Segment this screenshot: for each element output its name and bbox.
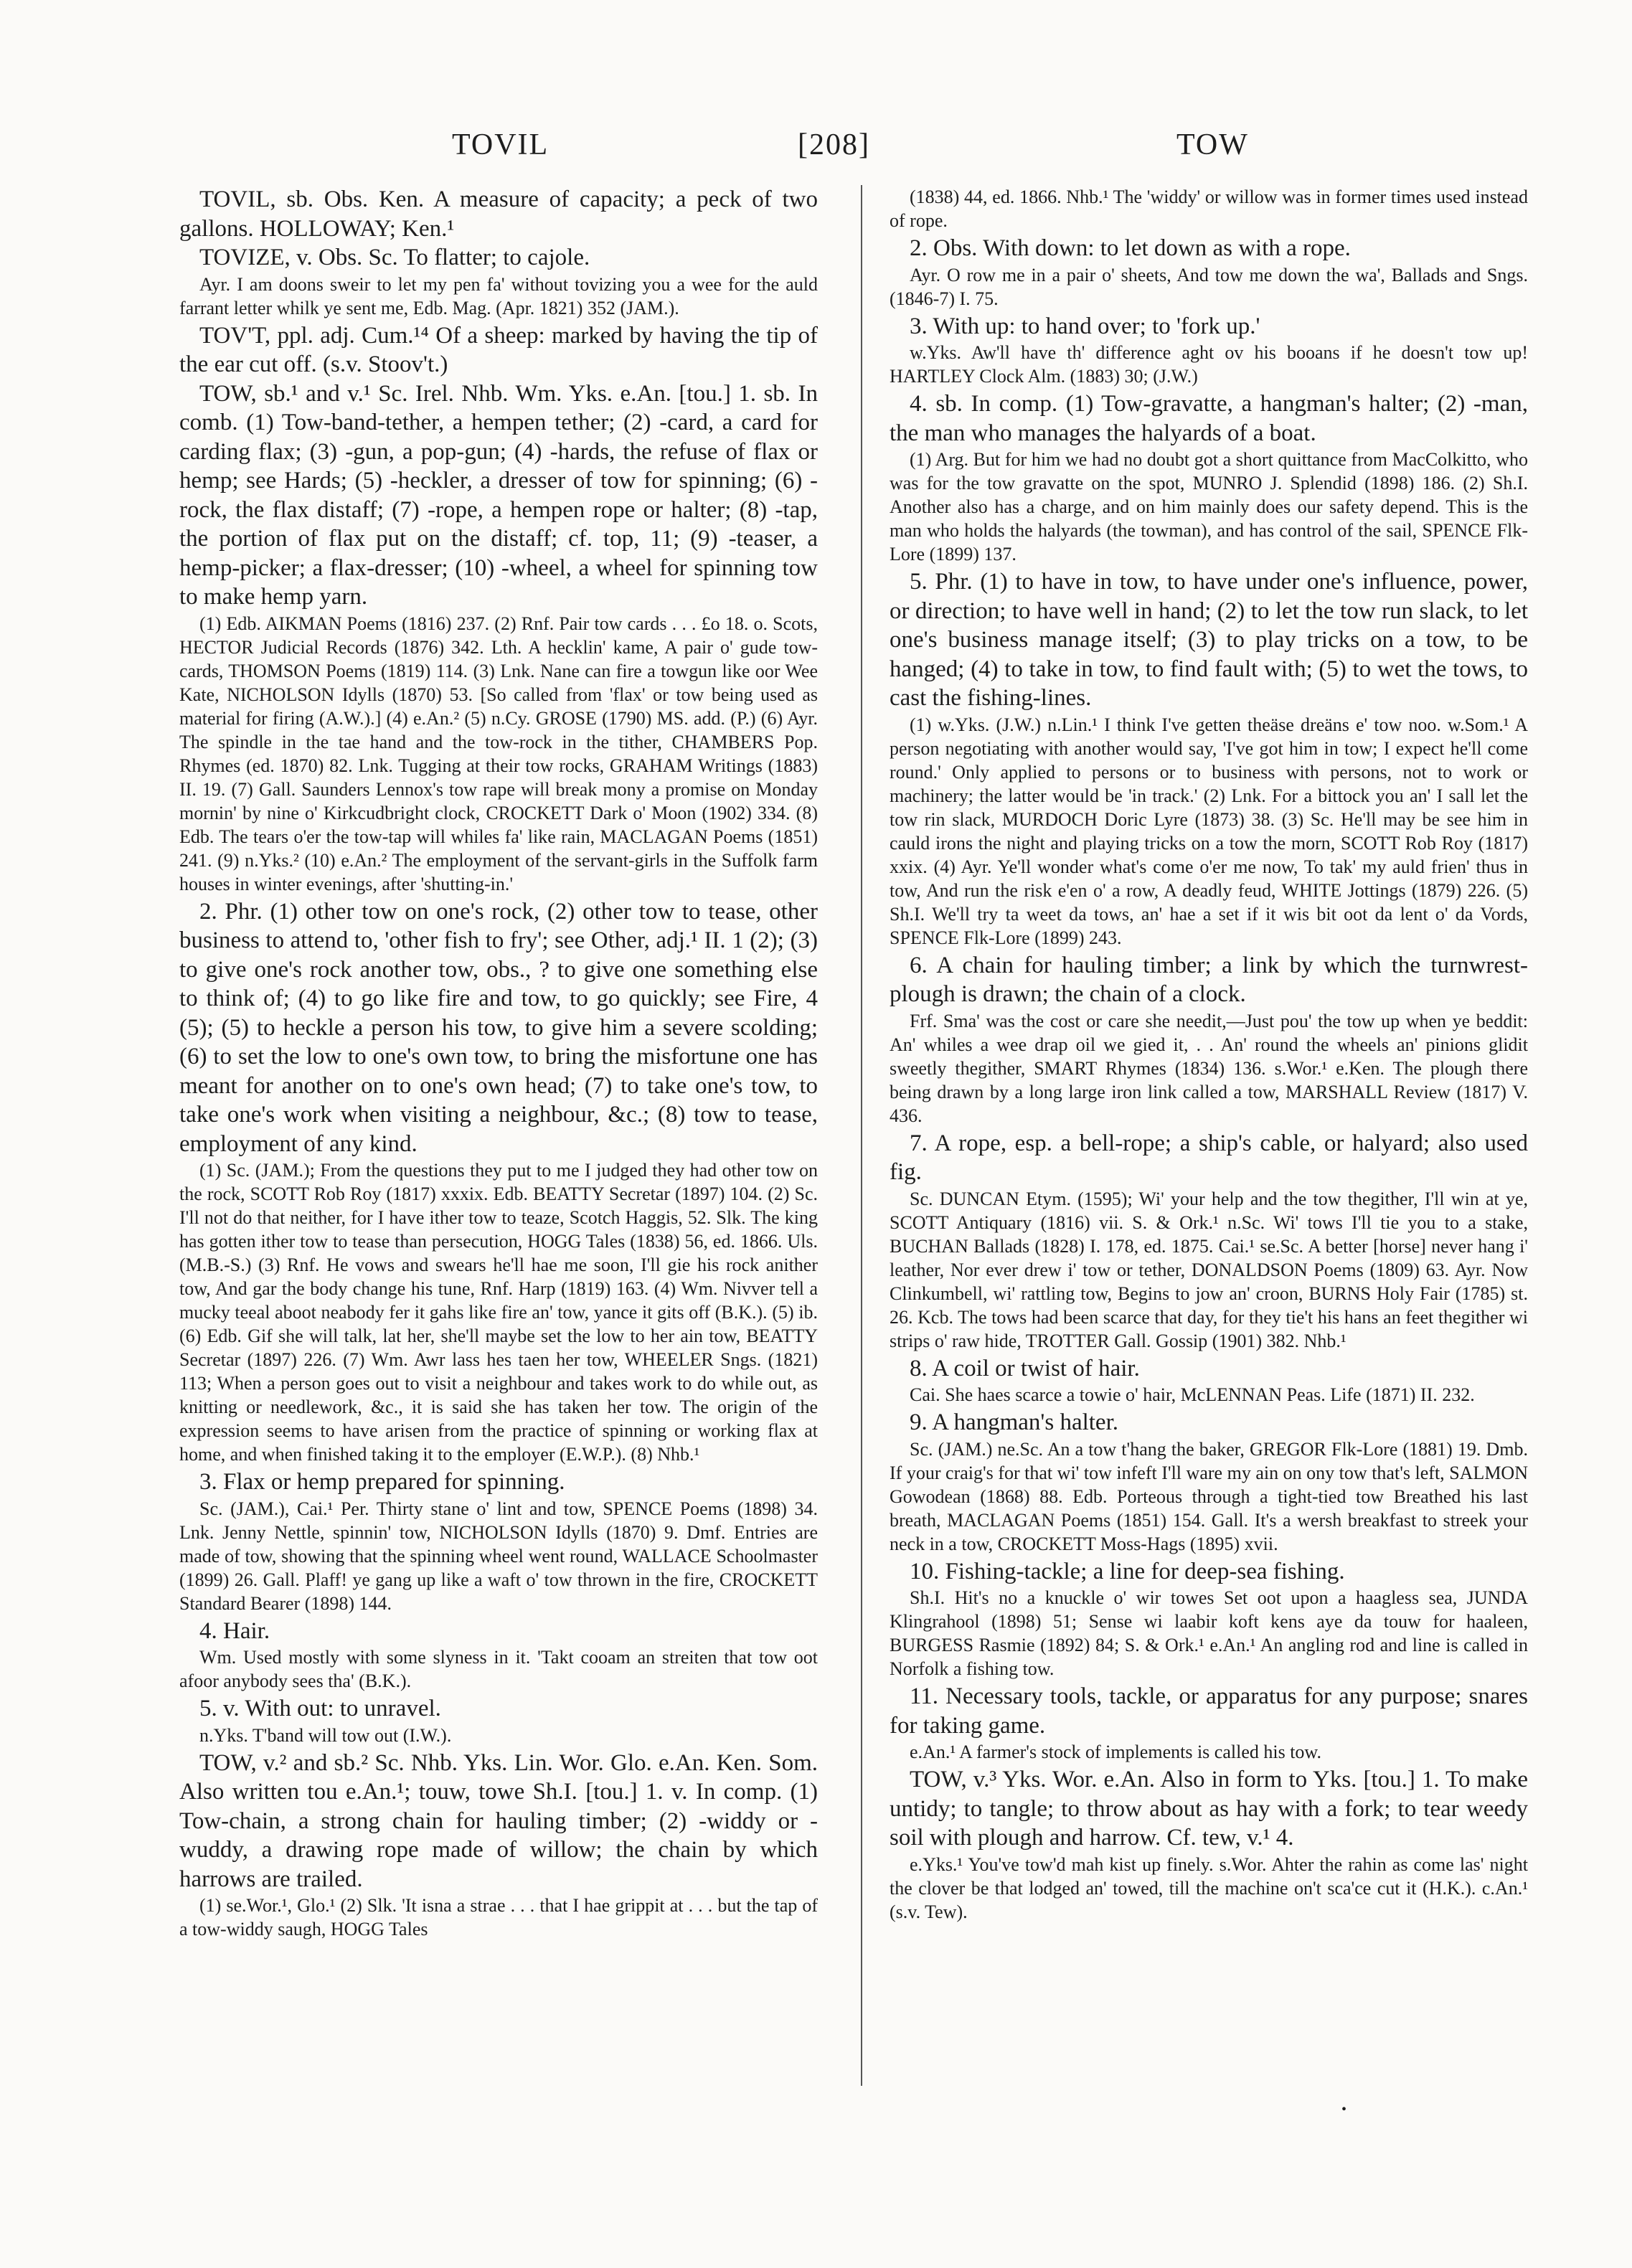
citation-block: (1) Sc. (JAM.); From the questions they put to me I judged they had other tow on the rock, SCOTT Rob Roy (1817) xxxix. Edb. BEATTY Secretar (1897) 104. (2) Sc. I'll not do that neither, for I have ither tow to teaze, Scotch Haggis, 52. Slk. The king has gotten ither tow to tease than persecution, HOGG Tales (1838) 56, ed. 1866. Uls. (M.B.-S.) (3) Rnf. He vows and swears he'll hae me soon, I'll gie his rock anither tow, And gar the body change his tune, Rnf. Harp (1819) 163. (4) Wm. Nivver tell a mucky teeal aboot neabody fer it gahs like fire an' tow, yance it gits off (B.K.). (5) ib. (6) Edb. Gif she will talk, lat her, she'll maybe set the low to her ain tow, BEATTY Secretar (1897) 226. (7) Wm. Awr lass hes taen her tow, WHEELER Sngs. (1821) 113; When a person goes out to visit a neighbour and takes work to do while out, as knitting or needlework, &c., it is said she has taken her tow. The origin of the expression seems to have arisen from the practice of spinning or working flax at home, and when finished taking it to the employer (E.W.P.). (8) Nhb.¹ bbox=[179, 1160, 818, 1465]
dictionary-entry: TOW, sb.¹ and v.¹ Sc. Irel. Nhb. Wm. Yks. e.An. [tou.] 1. sb. In comb. (1) Tow-band-tether, a hempen tether; (2) -card, a card for carding flax; (3) -gun, a pop-gun; (4) -hards, the refuse of flax or hemp; see Hards; (5) -heckler, a dresser of tow for spinning; (6) -rock, the flax distaff; (7) -rope, a hempen rope or halter; (8) -tap, the portion of flax put on the distaff; cf. top, 11; (9) -teaser, a hemp-picker; a flax-dresser; (10) -wheel, a wheel for spinning tow to make hemp yarn. bbox=[179, 380, 818, 610]
citation-block: (1) w.Yks. (J.W.) n.Lin.¹ I think I've getten theäse dreäns e' tow noo. w.Som.¹ A person negotiating with another would say, 'I've got him in tow; I expect he'll come round.' Only applied to persons or to business with persons, not to work or machinery; the latter would be 'in track.' (2) Lnk. For a bittock you an' I sall let the tow rin slack, MURDOCH Doric Lyre (1873) 38. (3) Sc. He'll may be see him in cauld irons the night and playing tricks on a tow the morn, SCOTT Rob Roy (1817) xxix. (4) Ayr. Ye'll wonder what's come o'er me now, To tak' my auld frien' thus in tow, And run the risk e'en o' a row, A deadly feud, WHITE Jottings (1879) 226. (5) Sh.I. We'll try ta weet da tows, an' hae a set if it wis bit oot da lent o' da Vords, SPENCE Flk-Lore (1899) 243. bbox=[890, 714, 1528, 948]
citation-block: Sc. (JAM.) ne.Sc. An a tow t'hang the baker, GREGOR Flk-Lore (1881) 19. Dmb. If your craig's for that wi' tow infeft I'll ware my ain on ony tow that's left, SALMON Gowodean (1868) 88. Edb. Porteous through a tight-tied tow Breathed his last breath, MACLAGAN Poems (1851) 154. Gall. It's a wersh breakfast to streek your neck in a tow, CROCKETT Moss-Hags (1895) xvii. bbox=[890, 1438, 1528, 1554]
dictionary-page-body bbox=[179, 185, 1528, 2093]
sense-definition: 11. Necessary tools, tackle, or apparatus for any purpose; snares for taking game. bbox=[890, 1683, 1528, 1739]
citation-block: (1) se.Wor.¹, Glo.¹ (2) Slk. 'It isna a strae . . . that I hae grippit at . . . but the tap of a tow-widdy saugh, HOGG Tales bbox=[179, 1895, 818, 1939]
sense-definition: 4. Hair. bbox=[199, 1617, 270, 1644]
citation-block: Sh.I. Hit's no a knuckle o' wir towes Set oot upon a haagless sea, JUNDA Klingrahool (1898) 51; Sense wi laabir koft kens aye da touw for haaleen, BURGESS Rasmie (1892) 84; S. & Ork.¹ e.An.¹ An angling rod and line is called in Norfolk a fishing tow. bbox=[890, 1587, 1528, 1679]
dictionary-entry: TOVIZE, v. Obs. Sc. To flatter; to cajole. bbox=[199, 245, 590, 270]
citation-block: w.Yks. Aw'll have th' difference aght ov his booans if he doesn't tow up! HARTLEY Clock Alm. (1883) 30; (J.W.) bbox=[890, 342, 1528, 387]
dictionary-entry: TOVIL, sb. Obs. Ken. A measure of capacity; a peck of two gallons. HOLLOWAY; Ken.¹ bbox=[179, 186, 818, 242]
sense-definition: 3. Flax or hemp prepared for spinning. bbox=[199, 1469, 565, 1495]
dictionary-entry: TOW, v.³ Yks. Wor. e.An. Also in form to Yks. [tou.] 1. To make untidy; to tangle; to throw about as hay with a fork; to tear weedy soil with plough and harrow. Cf. tew, v.¹ 4. bbox=[890, 1767, 1528, 1851]
citation-block: Frf. Sma' was the cost or care she needit,—Just pou' the tow up when ye beddit: An' whiles a wee drap oil we gied it, . . An' round the wheels an' pinions glidit sweetly thegither, SMART Rhymes (1834) 136. s.Wor.¹ e.Ken. The plough there being drawn by a long large iron link called a tow, MARSHALL Review (1817) V. 436. bbox=[890, 1010, 1528, 1126]
citation-block: Cai. She haes scarce a towie o' hair, McLENNAN Peas. Life (1871) II. 232. bbox=[910, 1384, 1475, 1405]
page-number: [208] bbox=[798, 128, 870, 161]
right-column bbox=[890, 185, 1528, 2093]
citation-block: (1) Arg. But for him we had no doubt got a short quittance from MacColkitto, who was for the tow gravatte on the spot, MUNRO J. Splendid (1898) 186. (2) Sh.I. Another also has a charge, and on him mainly does our safety depend. This is the man who holds the halyards (the towman), and has control of the sail, SPENCE Flk-Lore (1899) 137. bbox=[890, 449, 1528, 564]
citation-block: Sc. (JAM.), Cai.¹ Per. Thirty stane o' lint and tow, SPENCE Poems (1898) 34. Lnk. Jenny Nettle, spinnin' tow, NICHOLSON Idylls (1870) 9. Dmf. Entries are made of tow, showing that the spinning wheel went round, WALLACE Schoolmaster (1899) 26. Gall. Plaff! ye gang up like a waft o' tow thrown in the fire, CROCKETT Standard Bearer (1898) 144. bbox=[179, 1498, 818, 1614]
citation-block: Wm. Used mostly with some slyness in it. 'Takt cooam an streiten that tow oot afoor anybody sees tha' (B.K.). bbox=[179, 1647, 818, 1691]
running-head bbox=[0, 121, 1632, 164]
sense-definition: 8. A coil or twist of hair. bbox=[910, 1355, 1140, 1381]
sense-definition: 2. Phr. (1) other tow on one's rock, (2) other tow to tease, other business to attend to, 'other fish to fry'; see Other, adj.¹ II. 1 (2); (3) to give one's rock another tow, obs., ? to give one something else to think of; (4) to go like fire and tow, to go quickly; see Fire, 4 (5); (5) to heckle a person his tow, to give him a severe scolding; (6) to set the low to one's own tow, to bring the misfortune one has meant for another on to one's own head; (7) to take one's tow, to take one's work when visiting a neighbour, &c.; (8) tow to tease, employment of any kind. bbox=[179, 898, 818, 1157]
header-last-word: TOW bbox=[1176, 128, 1249, 161]
sense-definition: 10. Fishing-tackle; a line for deep-sea fishing. bbox=[910, 1558, 1345, 1584]
column-divider bbox=[861, 185, 862, 2086]
sense-definition: 3. With up: to hand over; to 'fork up.' bbox=[910, 313, 1260, 339]
header-first-word: TOVIL bbox=[452, 128, 549, 161]
sense-definition: 7. A rope, esp. a bell-rope; a ship's cable, or halyard; also used fig. bbox=[890, 1130, 1528, 1185]
citation-block: n.Yks. T'band will tow out (I.W.). bbox=[199, 1724, 452, 1746]
left-column bbox=[179, 185, 818, 2093]
sense-definition: 5. v. With out: to unravel. bbox=[199, 1696, 441, 1721]
citation-block: Sc. DUNCAN Etym. (1595); Wi' your help and the tow thegither, I'll win at ye, SCOTT Antiquary (1816) vii. S. & Ork.¹ n.Sc. Wi' tows I'll tie you to a stake, BUCHAN Ballads (1828) I. 178, ed. 1875. Cai.¹ se.Sc. A better [horse] never hang i' leather, Nor ever drew i' tow or tether, DONALDSON Poems (1809) 63. Ayr. Now Clinkumbell, wi' rattling tow, Begins to jow an' croon, BURNS Holy Fair (1785) st. 26. Kcb. The tows had been scarce that day, for they tie't his hans an feet thegither wi strips o' raw hide, TROTTER Gall. Gossip (1901) 382. Nhb.¹ bbox=[890, 1188, 1528, 1351]
citation-block: Ayr. I am doons sweir to let my pen fa' without tovizing you a wee for the auld farrant letter whilk ye sent me, Edb. Mag. (Apr. 1821) 352 (JAM.). bbox=[179, 273, 818, 318]
dictionary-entry: TOW, v.² and sb.² Sc. Nhb. Yks. Lin. Wor. Glo. e.An. Ken. Som. Also written tou e.An.¹; touw, towe Sh.I. [tou.] 1. v. In comp. (1) Tow-chain, a strong chain for hauling timber; (2) -widdy or -wuddy, a drawing rope made of willow; the chain by which harrows are trailed. bbox=[179, 1749, 818, 1892]
citation-block: (1) Edb. AIKMAN Poems (1816) 237. (2) Rnf. Pair tow cards . . . £o 18. o. Scots, HECTOR Judicial Records (1876) 342. Lth. A hecklin' kame, A pair o' gude tow-cards, THOMSON Poems (1819) 114. (3) Lnk. Nane can fire a towgun like oor Wee Kate, NICHOLSON Idylls (1870) 53. [So called from 'flax' or tow being used as material for firing (A.W.).] (4) e.An.² (5) n.Cy. GROSE (1790) MS. add. (P.) (6) Ayr. The spindle in the tae hand and the tow-rock in the tither, CHAMBERS Pop. Rhymes (ed. 1870) 82. Lnk. Tugging at their tow rocks, GRAHAM Writings (1883) II. 19. (7) Gall. Saunders Lennox's tow rape will break mony a promise on Monday mornin' by nine o' Kirkcudbright clock, CROCKETT Dark o' Moon (1902) 334. (8) Edb. The tears o'er the tow-tap will whiles fa' like rain, MACLAGAN Poems (1851) 241. (9) n.Yks.² (10) e.An.² The employment of the servant-girls in the Suffolk farm houses in winter evenings, after 'shutting-in.' bbox=[179, 613, 818, 894]
page-mark: • bbox=[1341, 2102, 1347, 2117]
citation-block: Ayr. O row me in a pair o' sheets, And tow me down the wa', Ballads and Sngs. (1846-7) I. 75. bbox=[890, 264, 1528, 309]
sense-definition: 4. sb. In comp. (1) Tow-gravatte, a hangman's halter; (2) -man, the man who manages the halyards of a boat. bbox=[890, 391, 1528, 446]
sense-definition: 6. A chain for hauling timber; a link by which the turnwrest-plough is drawn; the chain of a clock. bbox=[890, 952, 1528, 1007]
sense-definition: 5. Phr. (1) to have in tow, to have under one's influence, power, or direction; to have well in hand; (2) to let the tow run slack, to let one's business manage itself; (3) to play tricks on a tow, to be hanged; (4) to take in tow, to find fault with; (5) to wet the tows, to cast the fishing-lines. bbox=[890, 569, 1528, 711]
citation-block: (1838) 44, ed. 1866. Nhb.¹ The 'widdy' or willow was in former times used instead of rope. bbox=[890, 186, 1528, 231]
citation-block: e.An.¹ A farmer's stock of implements is called his tow. bbox=[910, 1742, 1322, 1762]
citation-block: e.Yks.¹ You've tow'd mah kist up finely. s.Wor. Ahter the rahin as come las' night the clover be that lodged an' towed, till the machine on't sca'ce cut it (H.K.). c.An.¹ (s.v. Tew). bbox=[890, 1853, 1528, 1922]
sense-definition: 9. A hangman's halter. bbox=[910, 1409, 1118, 1435]
dictionary-entry: TOV'T, ppl. adj. Cum.¹⁴ Of a sheep: marked by having the tip of the ear cut off. (s.v. Stoov't.) bbox=[179, 322, 818, 377]
sense-definition: 2. Obs. With down: to let down as with a rope. bbox=[910, 235, 1351, 261]
